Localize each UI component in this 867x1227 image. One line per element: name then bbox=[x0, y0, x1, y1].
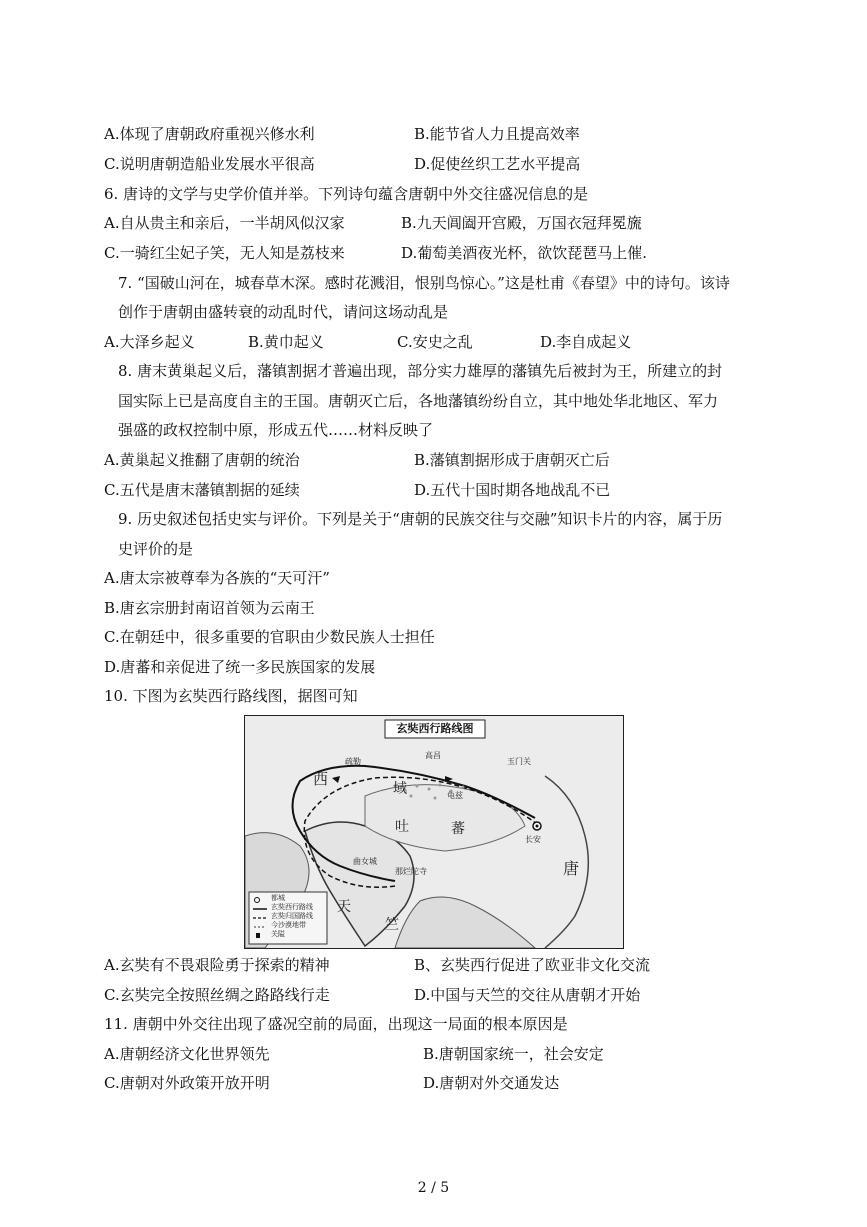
q11-option-b: B.唐朝国家统一，社会安定 bbox=[423, 1045, 604, 1063]
q6-option-b: B.九天阊阖开宫殿，万国衣冠拜冕旒 bbox=[401, 214, 642, 232]
q8-option-d: D.五代十国时期各地战乱不已 bbox=[414, 481, 611, 499]
legend-item: 今沙漠地带 bbox=[271, 921, 306, 929]
map-label-tu: 吐 bbox=[395, 819, 409, 835]
map-label-gaochang: 高昌 bbox=[425, 751, 441, 760]
q6-stem: 6. 唐诗的文学与史学价值并举。下列诗句蕴含唐朝中外交往盛况信息的是 bbox=[104, 185, 589, 203]
q6-option-a: A.自从贵主和亲后，一半胡风似汉家 bbox=[104, 214, 345, 232]
q9-option-d: D.唐蕃和亲促进了统一多民族国家的发展 bbox=[104, 658, 376, 676]
map-title: 玄奘西行路线图 bbox=[396, 722, 474, 735]
q7-option-c: C.安史之乱 bbox=[397, 333, 473, 351]
map-label-changan: 长安 bbox=[525, 835, 541, 844]
q9-stem-line2: 史评价的是 bbox=[118, 540, 194, 558]
map-label-tian: 天 bbox=[337, 899, 351, 915]
q7-option-a: A.大泽乡起义 bbox=[104, 333, 195, 351]
q5-option-b: B.能节省人力且提高效率 bbox=[414, 125, 580, 143]
q5-option-a: A.体现了唐朝政府重视兴修水利 bbox=[104, 125, 315, 143]
map-label-xi: 西 bbox=[313, 770, 329, 788]
map-label-shule: 疏勒 bbox=[345, 757, 361, 766]
q8-stem-line2: 国实际上已是高度自主的王国。唐朝灭亡后，各地藩镇纷纷自立，其中地处华北地区、军力 bbox=[118, 392, 719, 410]
q11-option-a: A.唐朝经济文化世界领先 bbox=[104, 1045, 270, 1063]
map-label-bo: 蕃 bbox=[451, 821, 465, 837]
q8-stem-line3: 强盛的政权控制中原，形成五代……材料反映了 bbox=[118, 421, 434, 439]
q9-option-b: B.唐玄宗册封南诏首领为云南王 bbox=[104, 599, 315, 617]
q7-option-d: D.李自成起义 bbox=[540, 333, 632, 351]
q7-stem-line2: 创作于唐朝由盛转衰的动乱时代，请问这场动乱是 bbox=[118, 303, 449, 321]
xuanzang-route-map bbox=[244, 715, 624, 949]
q10-stem: 10. 下图为玄奘西行路线图，据图可知 bbox=[104, 687, 358, 705]
map-label-qiuci: 龟兹 bbox=[447, 791, 463, 800]
q10-option-d: D.中国与天竺的交往从唐朝才开始 bbox=[414, 986, 641, 1004]
map-label-xuchuan: 曲女城 bbox=[353, 857, 377, 866]
q9-stem-line1: 9. 历史叙述包括史实与评价。下列是关于“唐朝的民族交往与交融”知识卡片的内容，属于历 bbox=[118, 510, 723, 528]
legend-item: 玄奘归国路线 bbox=[271, 912, 313, 920]
map-label-nalanda: 那烂陀寺 bbox=[395, 867, 427, 876]
q8-option-c: C.五代是唐末藩镇割据的延续 bbox=[104, 481, 300, 499]
q11-option-c: C.唐朝对外政策开放开明 bbox=[104, 1074, 270, 1092]
legend-item: 关隘 bbox=[271, 930, 285, 938]
q9-option-c: C.在朝廷中，很多重要的官职由少数民族人士担任 bbox=[104, 628, 435, 646]
q6-option-c: C.一骑红尘妃子笑，无人知是荔枝来 bbox=[104, 244, 345, 262]
q8-stem-line1: 8. 唐末黄巢起义后，藩镇割据才普遍出现，部分实力雄厚的藩镇先后被封为王，所建立的封 bbox=[118, 362, 723, 380]
q6-option-d: D.葡萄美酒夜光杯，欲饮琵琶马上催. bbox=[401, 244, 648, 262]
q7-option-b: B.黄巾起义 bbox=[248, 333, 324, 351]
q10-option-b: B、玄奘西行促进了欧亚非文化交流 bbox=[414, 956, 651, 974]
q10-option-c: C.玄奘完全按照丝绸之路路线行走 bbox=[104, 986, 330, 1004]
map-label-zhu: 竺 bbox=[385, 917, 399, 933]
map-label-tang: 唐 bbox=[563, 859, 580, 878]
q8-option-a: A.黄巢起义推翻了唐朝的统治 bbox=[104, 451, 300, 469]
q7-stem-line1: 7. “国破山河在，城春草木深。感时花溅泪，恨别鸟惊心。”这是杜甫《春望》中的诗句。该诗 bbox=[118, 274, 730, 292]
q10-option-a: A.玄奘有不畏艰险勇于探索的精神 bbox=[104, 956, 330, 974]
q5-option-d: D.促使丝织工艺水平提高 bbox=[414, 155, 581, 173]
map-label-yu: 域 bbox=[393, 781, 407, 797]
q5-option-c: C.说明唐朝造船业发展水平很高 bbox=[104, 155, 315, 173]
q11-stem: 11. 唐朝中外交往出现了盛况空前的局面，出现这一局面的根本原因是 bbox=[104, 1015, 568, 1033]
q8-option-b: B.藩镇割据形成于唐朝灭亡后 bbox=[414, 451, 610, 469]
q11-option-d: D.唐朝对外交通发达 bbox=[423, 1074, 560, 1092]
map-label-yumenguan: 玉门关 bbox=[507, 757, 531, 766]
legend-item: 玄奘西行路线 bbox=[271, 903, 313, 911]
map-legend bbox=[271, 894, 313, 939]
page-number: 2 / 5 bbox=[417, 1180, 450, 1196]
q9-option-a: A.唐太宗被尊奉为各族的“天可汗” bbox=[104, 569, 330, 587]
legend-item: 都城 bbox=[271, 894, 285, 902]
